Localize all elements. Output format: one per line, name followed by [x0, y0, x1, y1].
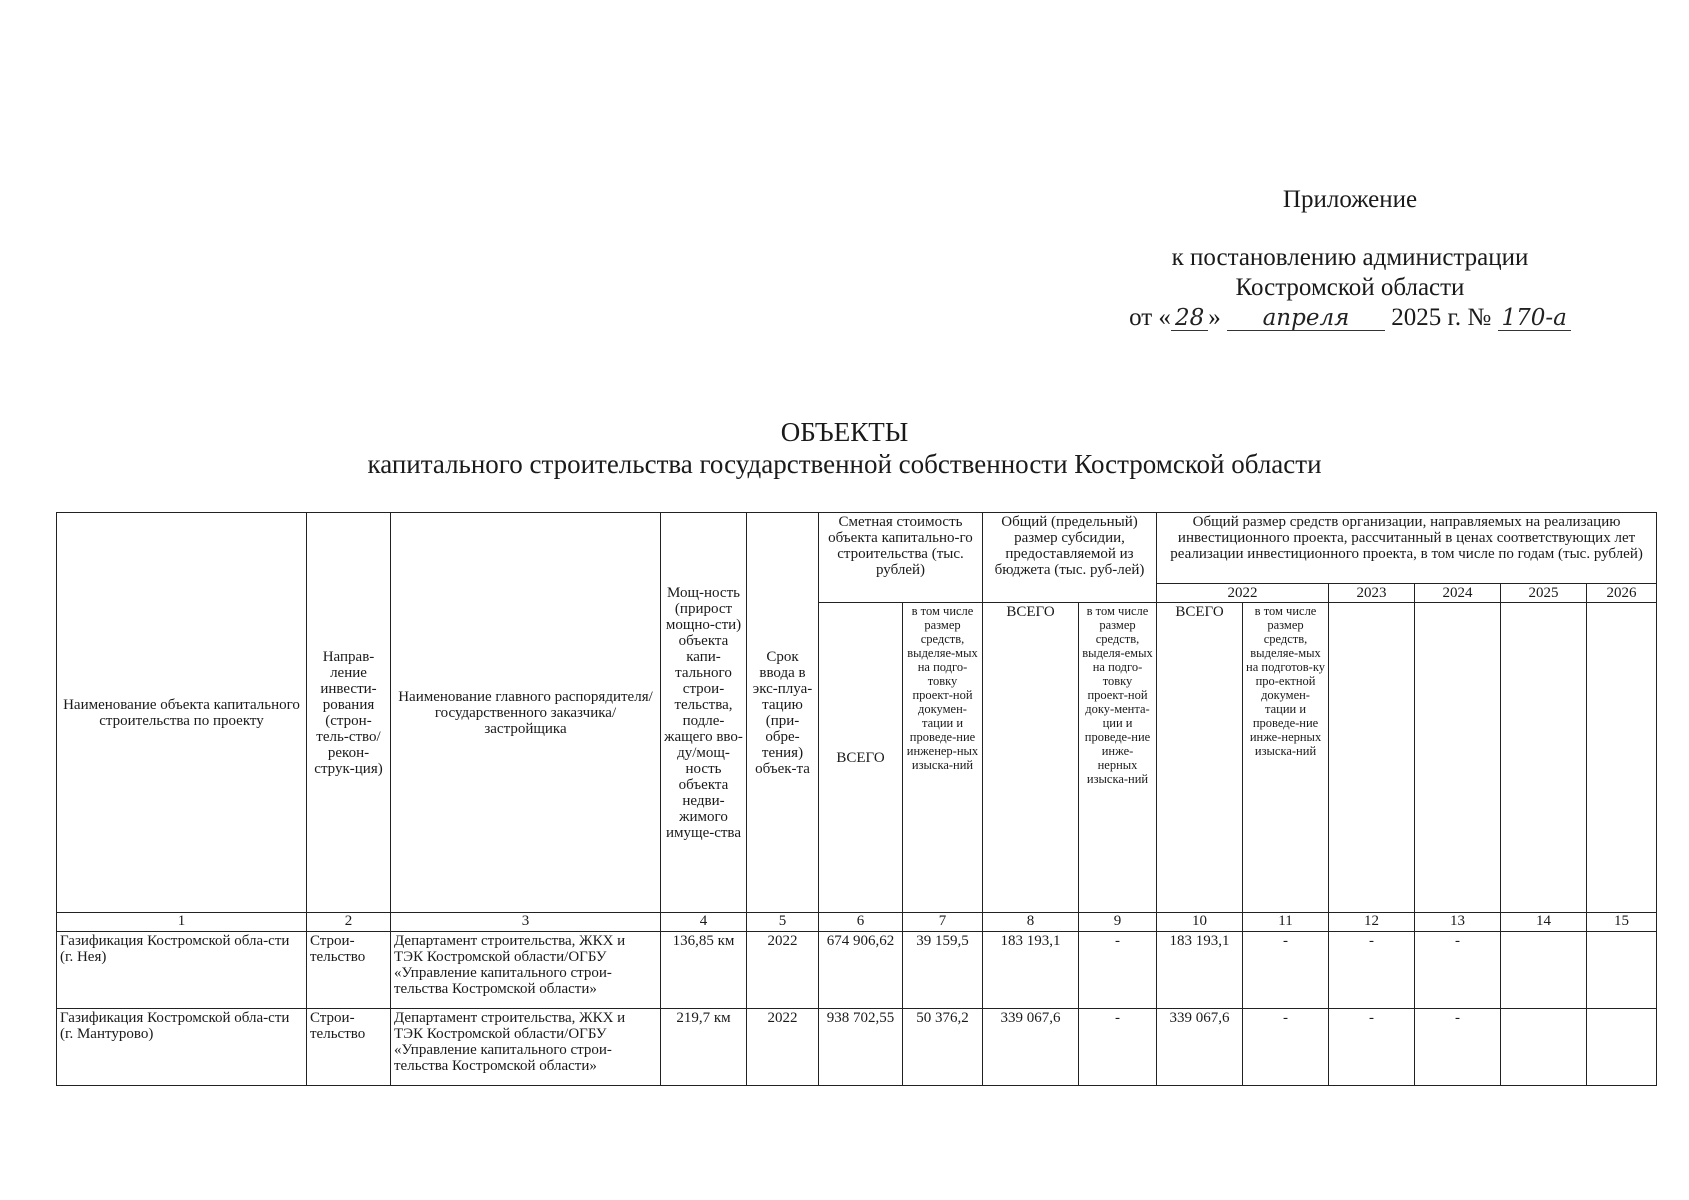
date-day-handwritten: 28: [1171, 306, 1208, 331]
table-row: [57, 932, 1657, 1009]
header-empty-2026: [1587, 603, 1657, 913]
cell-direction: Строи-тельство: [307, 932, 391, 1009]
col-num-2: 2: [307, 913, 391, 932]
cell-org-design: -: [1243, 932, 1329, 1009]
header-capacity: Мощ-ность (прирост мощно-сти) объекта капи-тального строи-тельства, подле-жащего вво-ду/мощ-ность объекта недви-жимого имуще-ства: [661, 513, 747, 913]
col-num-10: 10: [1157, 913, 1243, 932]
cell-customer: Департамент строительства, ЖКХ и ТЭК Костромской области/ОГБУ «Управление капитального строи-тельства Костромской области»: [391, 1009, 661, 1086]
header-org-design: в том числе размер средств, выделяе-мых на подготов-ку про-ектной докумен-тации и проведе-ние инже-нерных изыска-ний: [1243, 603, 1329, 913]
header-empty-2024: [1415, 603, 1501, 913]
cell-subsidy-total: 183 193,1: [983, 932, 1079, 1009]
cell-object-name: Газификация Костромской обла-сти (г. Мантурово): [57, 1009, 307, 1086]
header-org-funds: Общий размер средств организации, направляемых на реализацию инвестиционного проекта, рассчитанный в ценах соответствующих лет реализации инвестиционного проекта, в том числе по годам (тыс. рублей): [1157, 513, 1657, 584]
cell-2026: [1587, 932, 1657, 1009]
header-object-name: Наименование объекта капитального строительства по проекту: [57, 513, 307, 913]
appendix-line-2: Костромской области: [1235, 274, 1465, 301]
col-num-7: 7: [903, 913, 983, 932]
doc-number-handwritten: 170-а: [1498, 306, 1571, 331]
col-num-12: 12: [1329, 913, 1415, 932]
appendix-line-1: к постановлению администрации: [1171, 244, 1529, 271]
cell-2025: [1501, 932, 1587, 1009]
header-subsidy-total: ВСЕГО: [983, 603, 1079, 913]
cell-2024: -: [1415, 1009, 1501, 1086]
date-prefix: от «: [1129, 304, 1171, 331]
col-num-13: 13: [1415, 913, 1501, 932]
cell-org-design: -: [1243, 1009, 1329, 1086]
cell-2025: [1501, 1009, 1587, 1086]
cell-org-total: 339 067,6: [1157, 1009, 1243, 1086]
col-num-11: 11: [1243, 913, 1329, 932]
cell-2026: [1587, 1009, 1657, 1086]
appendix-block: [1090, 185, 1610, 333]
col-num-5: 5: [747, 913, 819, 932]
cell-subsidy-design: -: [1079, 1009, 1157, 1086]
header-year-2024: 2024: [1415, 584, 1501, 603]
date-year: 2025 г. №: [1391, 304, 1492, 331]
cell-year: 2022: [747, 1009, 819, 1086]
col-num-3: 3: [391, 913, 661, 932]
cell-customer: Департамент строительства, ЖКХ и ТЭК Костромской области/ОГБУ «Управление капитального строи-тельства Костромской области»: [391, 932, 661, 1009]
cell-cost-design: 50 376,2: [903, 1009, 983, 1086]
cell-capacity: 136,85 км: [661, 932, 747, 1009]
cell-cost-total: 674 906,62: [819, 932, 903, 1009]
header-estimated-cost: Сметная стоимость объекта капитально-го строительства (тыс. рублей): [819, 513, 983, 603]
header-year-2025: 2025: [1501, 584, 1587, 603]
col-num-8: 8: [983, 913, 1079, 932]
cell-org-total: 183 193,1: [1157, 932, 1243, 1009]
header-org-total: ВСЕГО: [1157, 603, 1243, 913]
cell-cost-total: 938 702,55: [819, 1009, 903, 1086]
header-year-2022: 2022: [1157, 584, 1329, 603]
cell-2024: -: [1415, 932, 1501, 1009]
appendix-title: Приложение: [1282, 186, 1418, 213]
col-num-4: 4: [661, 913, 747, 932]
objects-table: [56, 512, 1657, 1086]
cell-year: 2022: [747, 932, 819, 1009]
document-subtitle: капитального строительства государственной собственности Костромской области: [367, 449, 1322, 479]
header-cost-total: ВСЕГО: [819, 603, 903, 913]
header-commission: Срок ввода в экс-плуа-тацию (при-обре-тения) объек-та: [747, 513, 819, 913]
cell-2023: -: [1329, 1009, 1415, 1086]
column-number-row: [57, 913, 1657, 932]
date-quote-close: »: [1208, 304, 1221, 331]
cell-object-name: Газификация Костромской обла-сти (г. Нея): [57, 932, 307, 1009]
header-year-2023: 2023: [1329, 584, 1415, 603]
col-num-9: 9: [1079, 913, 1157, 932]
date-month-handwritten: апреля: [1227, 306, 1385, 331]
header-year-2026: 2026: [1587, 584, 1657, 603]
document-title-block: [0, 416, 1689, 480]
document-title: ОБЪЕКТЫ: [780, 417, 909, 447]
cell-2023: -: [1329, 932, 1415, 1009]
cell-subsidy-total: 339 067,6: [983, 1009, 1079, 1086]
cell-capacity: 219,7 км: [661, 1009, 747, 1086]
table-row: [57, 1009, 1657, 1086]
cell-direction: Строи-тельство: [307, 1009, 391, 1086]
header-direction: Направ-ление инвести-рования (строн-тель-ство/ рекон-струк-ция): [307, 513, 391, 913]
col-num-6: 6: [819, 913, 903, 932]
header-customer: Наименование главного распорядителя/ государственного заказчика/ застройщика: [391, 513, 661, 913]
header-empty-2025: [1501, 603, 1587, 913]
cell-cost-design: 39 159,5: [903, 932, 983, 1009]
header-cost-design: в том числе размер средств, выделяе-мых на подго-товку проект-ной докумен-тации и проведе-ние инженер-ных изыска-ний: [903, 603, 983, 913]
cell-subsidy-design: -: [1079, 932, 1157, 1009]
col-num-1: 1: [57, 913, 307, 932]
col-num-15: 15: [1587, 913, 1657, 932]
header-subsidy: Общий (предельный) размер субсидии, предоставляемой из бюджета (тыс. руб-лей): [983, 513, 1157, 603]
col-num-14: 14: [1501, 913, 1587, 932]
header-subsidy-design: в том числе размер средств, выделя-емых на подго-товку проект-ной доку-мента-ции и проведе-ние инже-нерных изыска-ний: [1079, 603, 1157, 913]
header-row-1: [57, 513, 1657, 584]
header-empty-2023: [1329, 603, 1415, 913]
appendix-date-line: [1090, 303, 1610, 333]
